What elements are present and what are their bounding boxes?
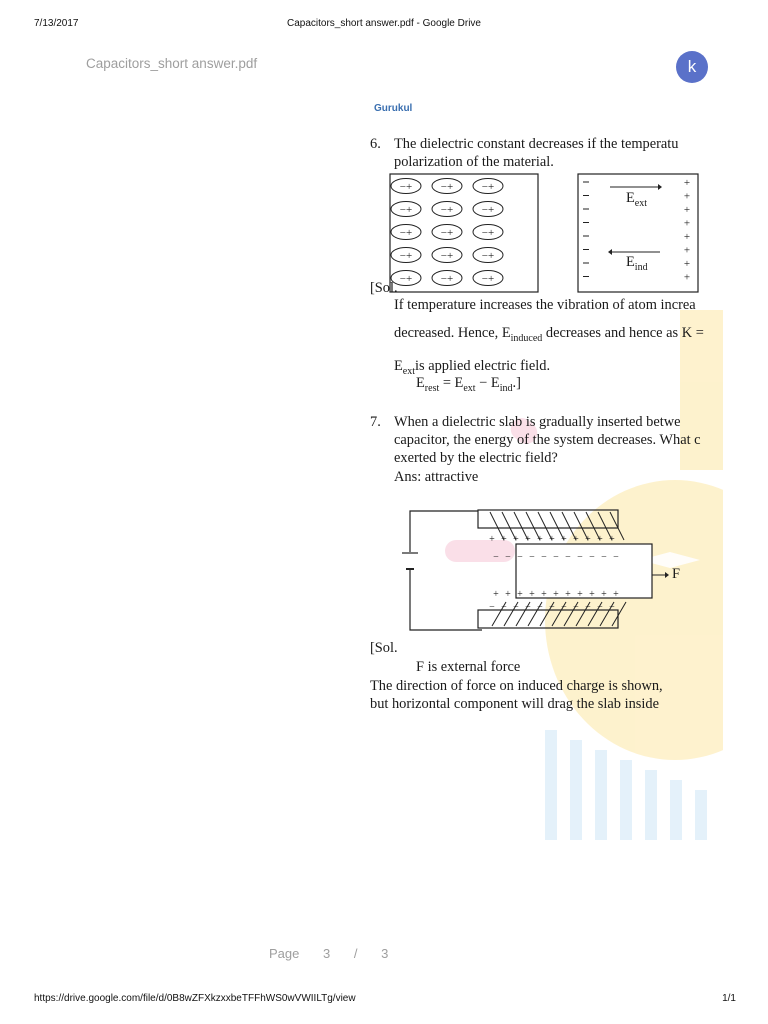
dipole-sign: −+ bbox=[440, 273, 454, 285]
plus-charge: + bbox=[513, 534, 519, 545]
plus-charge: + bbox=[565, 589, 571, 600]
dipole-sign: −+ bbox=[481, 204, 495, 216]
page-separator: / bbox=[353, 946, 358, 961]
q7-line-1: When a dielectric slab is gradually inserted betwe bbox=[394, 414, 681, 430]
positive-charge: + bbox=[683, 177, 691, 189]
minus-charge: − bbox=[589, 552, 595, 563]
minus-charge: − bbox=[601, 552, 607, 563]
q6-sol-label: [Sol. bbox=[370, 280, 398, 296]
positive-charge: + bbox=[683, 244, 691, 257]
positive-charge: + bbox=[683, 231, 691, 243]
plus-charge: + bbox=[597, 534, 603, 545]
page-label: Page bbox=[269, 946, 300, 961]
dipole-sign: −+ bbox=[399, 227, 413, 239]
positive-charge: + bbox=[683, 204, 691, 216]
positive-charge: + bbox=[683, 271, 691, 284]
print-title: Capacitors_short answer.pdf - Google Drive bbox=[287, 18, 481, 29]
plus-charge: + bbox=[561, 534, 567, 545]
account-avatar[interactable]: k bbox=[676, 51, 708, 83]
circuit-wire bbox=[410, 511, 482, 630]
dipole-sign: −+ bbox=[399, 181, 413, 193]
plus-charge: + bbox=[553, 589, 559, 600]
q6-number: 6. bbox=[370, 136, 381, 152]
minus-charge: − bbox=[577, 552, 583, 563]
force-arrowhead bbox=[665, 572, 669, 578]
minus-charge: − bbox=[553, 552, 559, 563]
plus-charge: + bbox=[573, 534, 579, 545]
minus-charge: − bbox=[549, 602, 555, 613]
force-label: F bbox=[672, 566, 681, 582]
plus-charge: + bbox=[601, 589, 607, 600]
q6-sol-line-4: $E_{rest} = E_{ext} - E_{ind}$.] bbox=[416, 375, 521, 394]
plus-charge: + bbox=[517, 589, 523, 600]
dipole-sign: −+ bbox=[481, 227, 495, 239]
plus-charge: + bbox=[529, 589, 535, 600]
e-ind-label: $E_{ind}$ bbox=[626, 254, 648, 273]
e-ext-label: $E_{ext}$ bbox=[626, 190, 648, 209]
minus-charge: − bbox=[505, 552, 511, 563]
q6-line-2: polarization of the material. bbox=[394, 154, 554, 170]
q6-sol-line-2: decreased. Hence, $E_{induced}$ decreases and hence as K = bbox=[394, 325, 704, 344]
minus-charge: − bbox=[585, 602, 591, 613]
print-date: 7/13/2017 bbox=[34, 18, 79, 29]
plus-charge: + bbox=[585, 534, 591, 545]
minus-charge: − bbox=[525, 602, 531, 613]
q7-sol-line-3: but horizontal component will drag the slab inside bbox=[370, 696, 659, 712]
file-name-title: Capacitors_short answer.pdf bbox=[86, 56, 258, 71]
minus-charge: − bbox=[609, 602, 615, 613]
minus-charge: − bbox=[529, 552, 535, 563]
minus-charge: − bbox=[513, 602, 519, 613]
q7-answer: Ans: attractive bbox=[394, 469, 479, 485]
top-plate bbox=[478, 510, 618, 528]
print-url: https://drive.google.com/file/d/0B8wZFXkzxxbeTFFhWS0wVWIILTg/view bbox=[34, 993, 356, 1004]
plus-charge: + bbox=[537, 534, 543, 545]
dipole-sign: −+ bbox=[399, 250, 413, 262]
positive-charge: + bbox=[683, 190, 691, 203]
dielectric-slab bbox=[516, 544, 652, 598]
plus-charge: + bbox=[609, 534, 615, 545]
print-page-count: 1/1 bbox=[722, 993, 736, 1004]
minus-charge: − bbox=[501, 602, 507, 613]
plus-charge: + bbox=[577, 589, 583, 600]
plus-charge: + bbox=[589, 589, 595, 600]
q7-line-2: capacitor, the energy of the system decreases. What c bbox=[394, 432, 701, 448]
minus-charge: − bbox=[565, 552, 571, 563]
dipole-sign: −+ bbox=[440, 181, 454, 193]
minus-charge: − bbox=[561, 602, 567, 613]
dipole-sign: −+ bbox=[440, 204, 454, 216]
plus-charge: + bbox=[613, 589, 619, 600]
dipole-sign: −+ bbox=[440, 227, 454, 239]
q7-sol-line-1: F is external force bbox=[416, 659, 521, 675]
plus-charge: + bbox=[505, 589, 511, 600]
plus-charge: + bbox=[549, 534, 555, 545]
dipole-sign: −+ bbox=[399, 273, 413, 285]
minus-charge: − bbox=[493, 552, 499, 563]
page-total: 3 bbox=[381, 946, 389, 961]
minus-charge: − bbox=[613, 552, 619, 563]
minus-charge: − bbox=[541, 552, 547, 563]
positive-charge: + bbox=[683, 217, 691, 230]
logo-text: Gurukul bbox=[374, 103, 413, 114]
q7-line-3: exerted by the electric field? bbox=[394, 450, 558, 466]
q6-sol-line-1: If temperature increases the vibration of atom increa bbox=[394, 297, 696, 313]
minus-charge: − bbox=[537, 602, 543, 613]
plus-charge: + bbox=[501, 534, 507, 545]
positive-charge: + bbox=[683, 258, 691, 270]
minus-charge: − bbox=[517, 552, 523, 563]
pdf-page bbox=[340, 90, 723, 850]
dipole-sign: −+ bbox=[481, 181, 495, 193]
plus-charge: + bbox=[525, 534, 531, 545]
minus-charge: − bbox=[597, 602, 603, 613]
q6-line-1: The dielectric constant decreases if the temperatu bbox=[394, 136, 679, 152]
q7-sol-line-2: The direction of force on induced charge is shown, bbox=[370, 678, 663, 694]
dipole-sign: −+ bbox=[481, 273, 495, 285]
plus-charge: + bbox=[493, 589, 499, 600]
minus-charge: − bbox=[489, 602, 495, 613]
page-current[interactable]: 3 bbox=[323, 946, 331, 961]
dipole-sign: −+ bbox=[440, 250, 454, 262]
q7-sol-label: [Sol. bbox=[370, 640, 398, 656]
minus-charge: − bbox=[573, 602, 579, 613]
plus-charge: + bbox=[541, 589, 547, 600]
dipole-sign: −+ bbox=[399, 204, 413, 216]
page-indicator bbox=[269, 946, 388, 961]
q6-sol-line-3: $E_{ext}is$ applied electric field. bbox=[394, 358, 551, 377]
dipole-sign: −+ bbox=[481, 250, 495, 262]
plus-charge: + bbox=[489, 534, 495, 545]
q7-number: 7. bbox=[370, 414, 381, 430]
